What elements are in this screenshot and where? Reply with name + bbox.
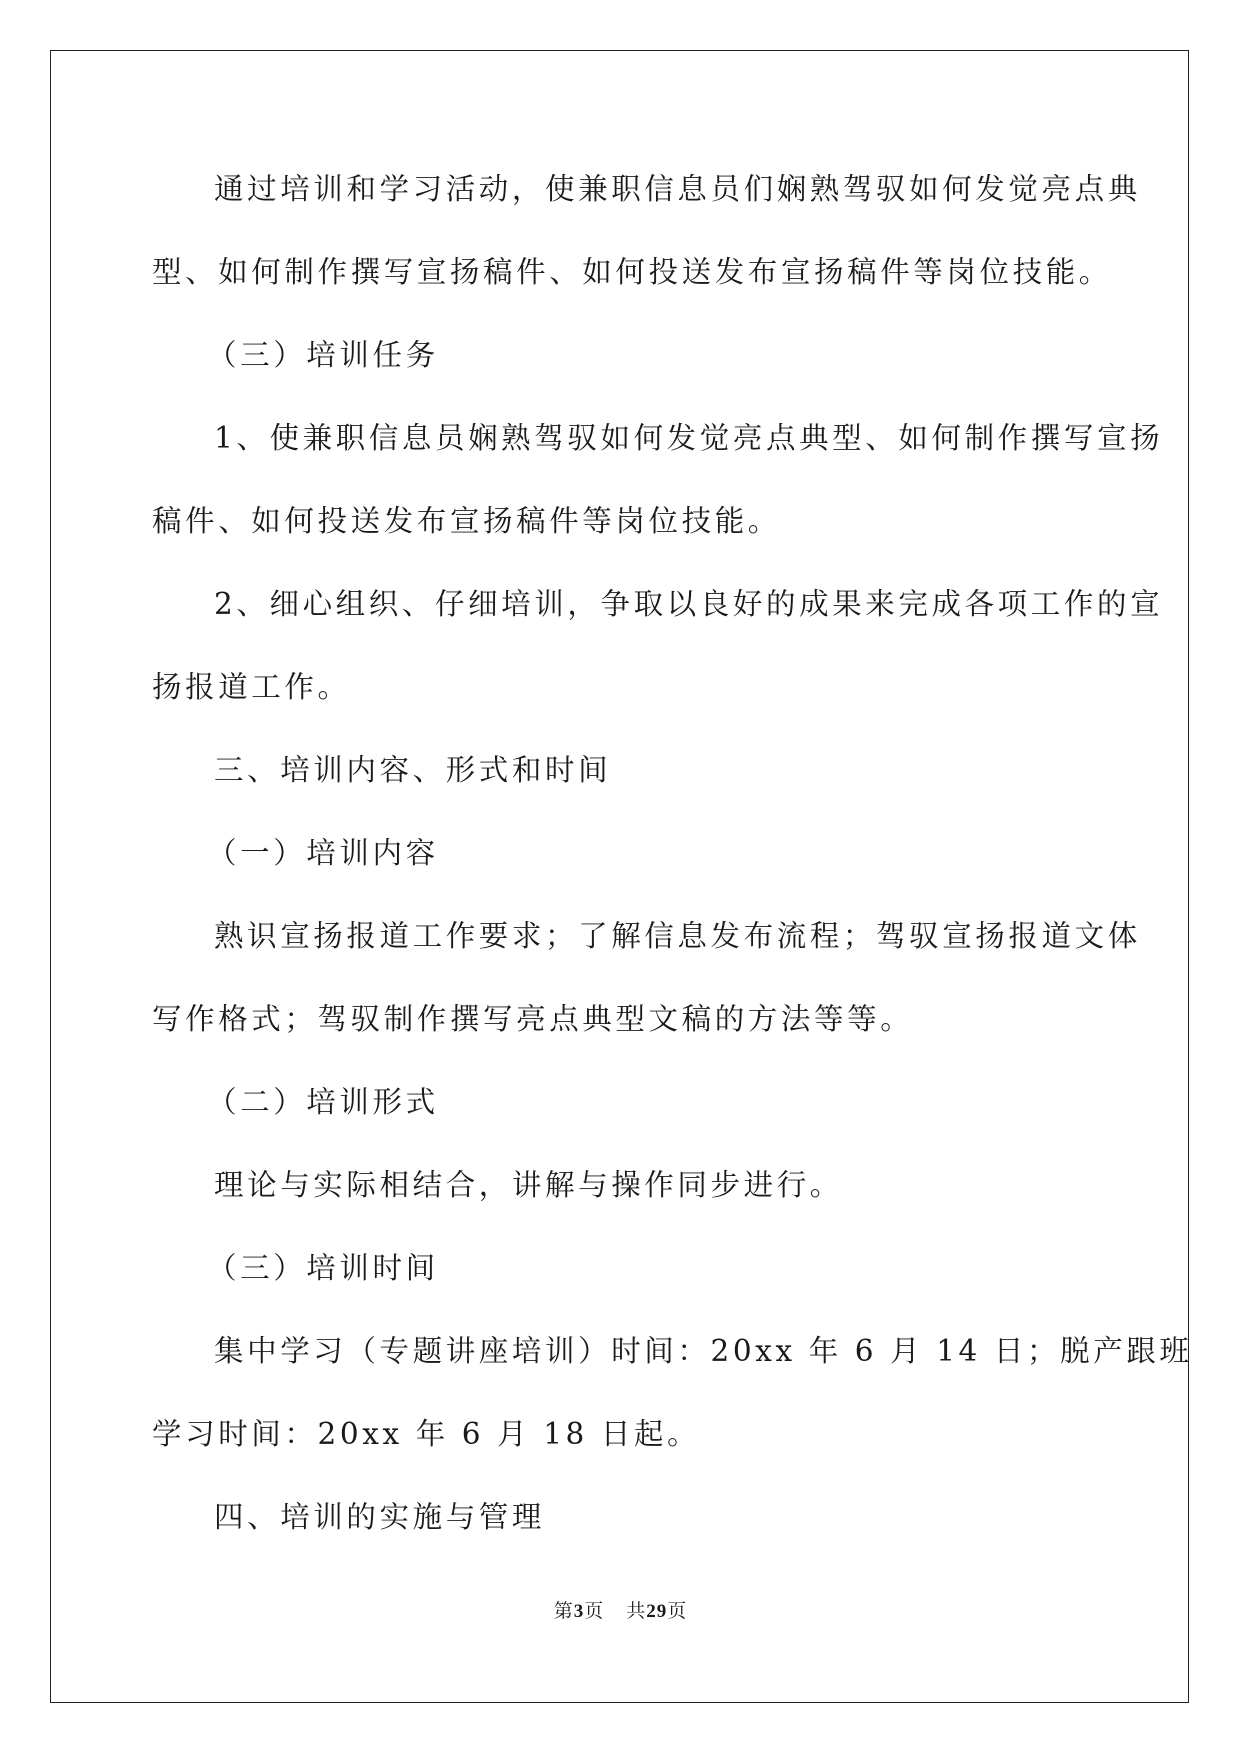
paragraph-training-form (152, 1144, 1088, 1227)
heading-text: （三）培训任务 (207, 338, 439, 372)
section-heading-training-tasks (152, 314, 1088, 397)
paragraph-line: 学习时间：20xx 年 6 月 18 日起。 (152, 1417, 701, 1451)
paragraph-task-2 (152, 563, 1164, 729)
section-heading-training-content (152, 812, 1088, 895)
paragraph-training-time (152, 1310, 1193, 1476)
heading-text: 三、培训内容、形式和时间 (214, 753, 612, 787)
heading-text: （二）培训形式 (207, 1085, 439, 1119)
paragraph-line: 2、细心组织、仔细培训，争取以良好的成果来完成各项工作的宣 (214, 587, 1164, 621)
page-number: 3 (573, 1601, 585, 1622)
total-pages: 29 (646, 1601, 668, 1622)
section-heading-training-time (152, 1227, 1088, 1310)
page-suffix: 页 (584, 1600, 605, 1622)
paragraph-line: 型、如何制作撰写宣扬稿件、如何投送发布宣扬稿件等岗位技能。 (152, 255, 1112, 289)
chapter-heading-implementation (152, 1476, 1088, 1559)
total-suffix: 页 (667, 1600, 688, 1622)
paragraph-line: 熟识宣扬报道工作要求；了解信息发布流程；驾驭宣扬报道文体 (214, 919, 1141, 953)
chapter-heading-content-form-time (152, 729, 1088, 812)
paragraph-line: 稿件、如何投送发布宣扬稿件等岗位技能。 (152, 504, 781, 538)
paragraph-line: 写作格式；驾驭制作撰写亮点典型文稿的方法等等。 (152, 1002, 914, 1036)
paragraph-line: 理论与实际相结合，讲解与操作同步进行。 (214, 1168, 843, 1202)
paragraph-training-content (152, 895, 1141, 1061)
heading-text: （三）培训时间 (207, 1251, 439, 1285)
paragraph-line: 通过培训和学习活动，使兼职信息员们娴熟驾驭如何发觉亮点典 (214, 172, 1141, 206)
total-prefix: 共 (626, 1600, 647, 1622)
paragraph-line: 集中学习（专题讲座培训）时间：20xx 年 6 月 14 日；脱产跟班 (214, 1334, 1193, 1368)
page-prefix: 第 (553, 1600, 574, 1622)
paragraph-line: 1、使兼职信息员娴熟驾驭如何发觉亮点典型、如何制作撰写宣扬 (214, 421, 1164, 455)
page-footer (0, 1596, 1241, 1623)
paragraph-training-goal (152, 148, 1141, 314)
section-heading-training-form (152, 1061, 1088, 1144)
paragraph-line: 扬报道工作。 (152, 670, 351, 704)
heading-text: （一）培训内容 (207, 836, 439, 870)
paragraph-task-1 (152, 397, 1164, 563)
heading-text: 四、培训的实施与管理 (214, 1500, 546, 1534)
